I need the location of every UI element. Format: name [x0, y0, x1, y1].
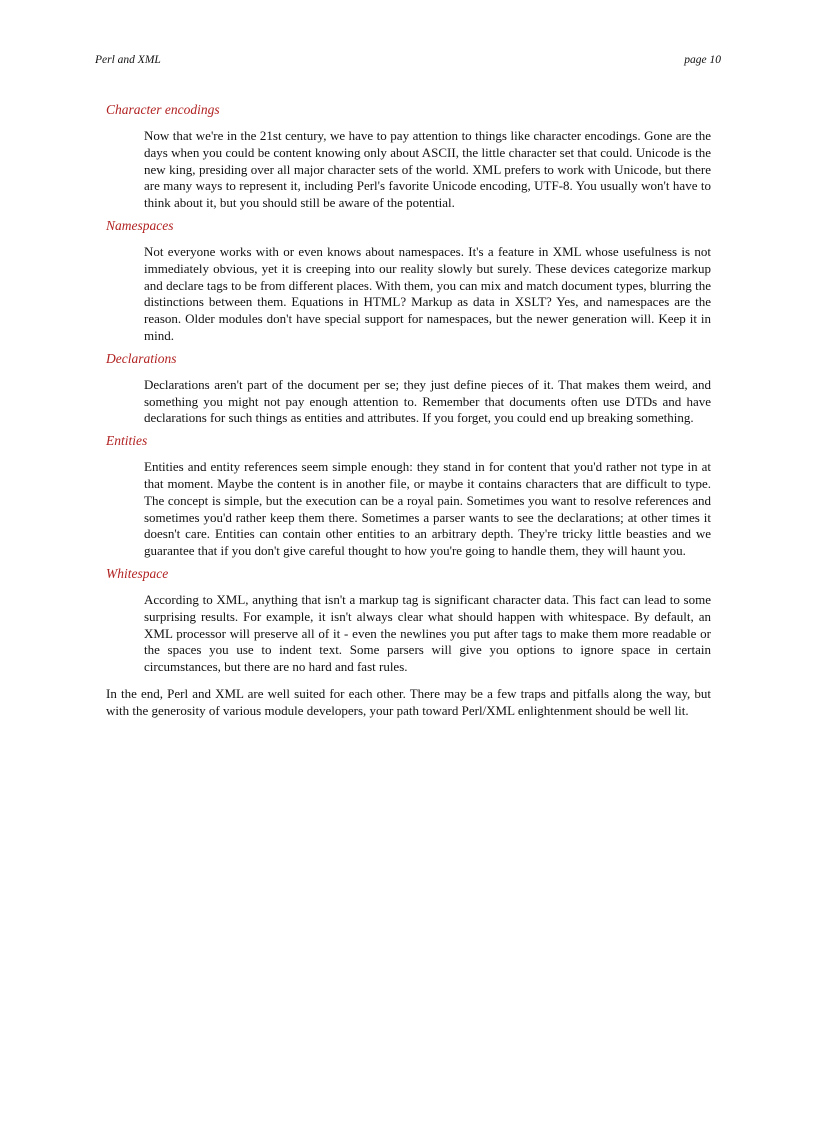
term-declarations: Declarations	[106, 350, 177, 366]
term-entities: Entities	[106, 433, 148, 449]
term-character-encodings: Character encodings	[106, 102, 220, 117]
term-whitespace: Whitespace	[106, 565, 169, 581]
body-content	[106, 101, 711, 720]
page-number: page 10	[684, 54, 721, 66]
header-title: Perl and XML	[95, 54, 161, 66]
definition-declarations: Declarations aren't part of the document per se; they just define pieces of it. That makes them weird, and something you might not pay enough attention to. Remember that documents often use DTDs and have declarations for such things as entities and attributes. If you forget, you could end up breaking something.	[144, 376, 711, 426]
term-namespaces: Namespaces	[106, 217, 174, 233]
running-header	[95, 52, 721, 68]
definition-character-encodings: Now that we're in the 21st century, we have to pay attention to things like character encodings. Gone are the days when you could be content knowing only about ASCII, the little character set that could. Unicode is the new king, presiding over all major character sets of the world. XML prefers to work with Unicode, but there are many ways to represent it, including Perl's favorite Unicode encoding, UTF-8. You usually won't have to think about it, but you should still be aware of the potential.	[144, 128, 711, 211]
definition-entities: Entities and entity references seem simple enough: they stand in for content that you'd rather not type in at that moment. Maybe the content is in another file, or maybe it contains characters that are difficult to type. The concept is simple, but the execution can be a royal pain. Sometimes you want to resolve references and sometimes you'd rather keep them there. Sometimes a parser wants to see the declarations; at other times it doesn't care. Entities can contain other entities to an arbitrary depth. They're tricky little beasties and we guarantee that if you don't give careful thought to how you're going to handle them, they will haunt you.	[144, 459, 711, 559]
definition-namespaces: Not everyone works with or even knows about namespaces. It's a feature in XML whose usefulness is not immediately obvious, yet it is creeping into our reality slowly but surely. These devices categorize markup and declare tags to be from different places. With them, you can mix and match document types, blurring the distinctions between them. Equations in HTML? Markup as data in XSLT? Yes, and namespaces are the reason. Older modules don't have special support for namespaces, but the newer generation will. Keep it in mind.	[144, 243, 711, 343]
closing-paragraph: In the end, Perl and XML are well suited for each other. There may be a few traps and pitfalls along the way, but with the generosity of various module developers, your path toward Perl/XML enlightenment should be well lit.	[106, 685, 711, 718]
definition-whitespace: According to XML, anything that isn't a markup tag is significant character data. This fact can lead to some surprising results. For example, it isn't always clear what should happen with whitespace. By default, an XML processor will preserve all of it - even the newlines you put after tags to make them more readable or the spaces you use to indent text. Some parsers will give you options to ignore space in certain circumstances, but there are no hard and fast rules.	[144, 591, 711, 675]
